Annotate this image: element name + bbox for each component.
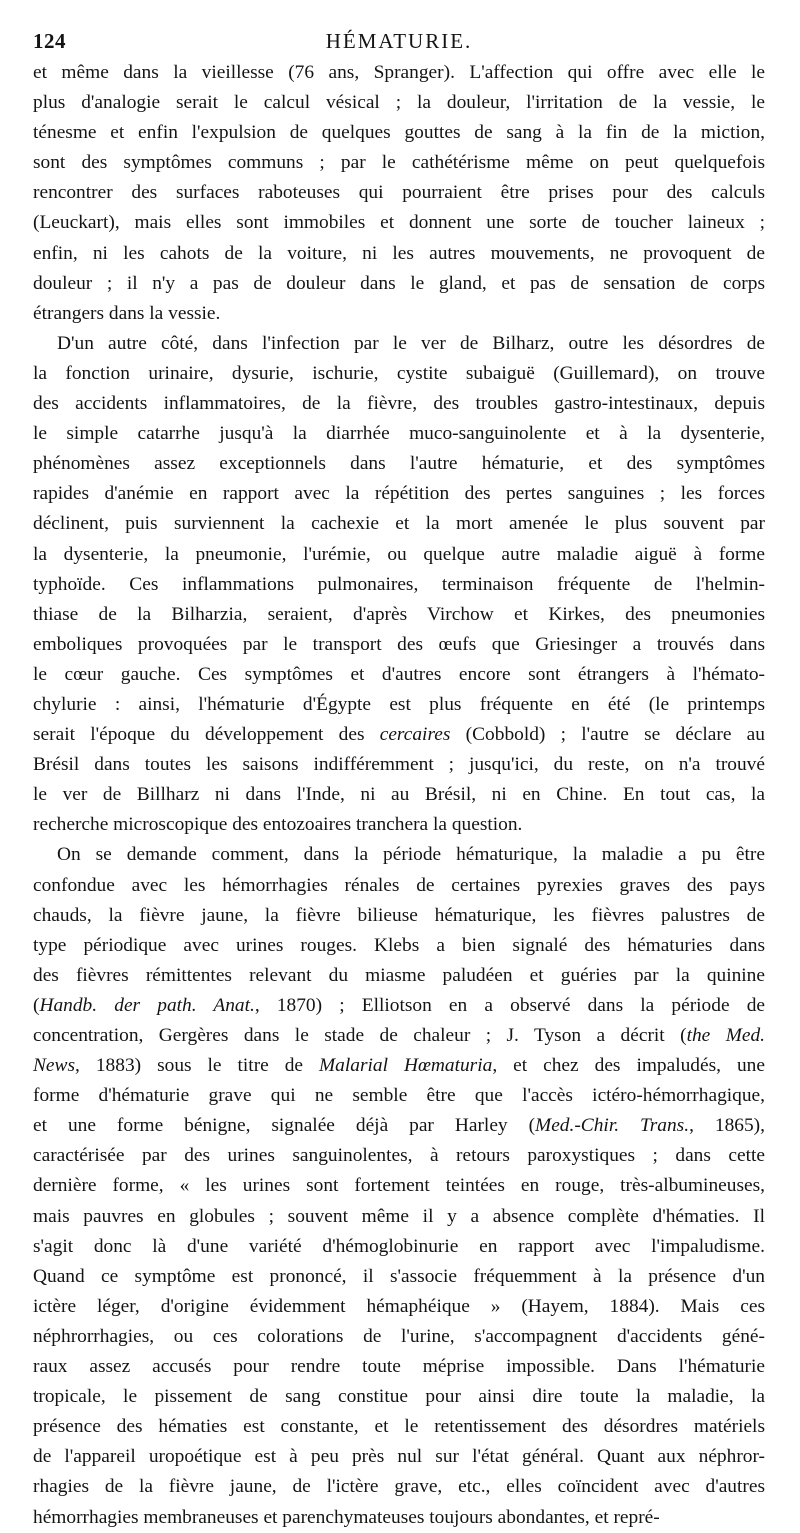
text-run: emboliques provoquées par le transport des œufs que Griesinger a trouvés dans [33,633,765,655]
text-run: sont des symptômes communs ; par le cathétérisme même on peut quelquefois [33,152,765,174]
text-line [33,1503,765,1533]
text-run: la dysenterie, la pneumonie, l'urémie, ou quelque autre maladie aiguë à forme [33,543,765,565]
text-run: , 1883) sous le titre de [75,1055,320,1077]
text-line [33,540,765,570]
text-run: phénomènes assez exceptionnels dans l'autre hématurie, et des symptômes [33,453,765,475]
text-line [33,1412,765,1442]
text-run: de l'appareil uropoétique est à peu près nul sur l'état général. Quant aux néphror- [33,1446,765,1468]
text-run: raux assez accusés pour rendre toute méprise impossible. Dans l'hématurie [33,1356,765,1378]
text-run: Brésil dans toutes les saisons indifféremment ; jusqu'ici, du reste, on n'a trouvé [33,754,765,776]
text-run: rencontrer des surfaces raboteuses qui pourraient être prises pour des calculs [33,182,765,204]
text-line [33,600,765,630]
text-run: des accidents inflammatoires, de la fièvre, des troubles gastro-intestinaux, depuis [33,393,765,415]
text-run: chylurie : ainsi, l'hématurie d'Égypte est plus fréquente en été (le printemps [33,693,765,715]
text-run: recherche microscopique des entozoaires tranchera la question. [33,814,523,836]
text-run: hémorrhagies membraneuses et parenchymateuses toujours abondantes, et repré- [33,1506,660,1528]
text-run: typhoïde. Ces inflammations pulmonaires, terminaison fréquente de l'helmin- [33,573,765,595]
text-line [33,1352,765,1382]
text-line [33,660,765,690]
text-run: présence des hématies est constante, et le retentissement des désordres matériels [33,1416,765,1438]
text-line [33,720,765,750]
text-run: enfin, ni les cahots de la voiture, ni les autres mouvements, ne provoquent de [33,242,765,264]
text-line [33,1292,765,1322]
text-run: rapides d'anémie en rapport avec la répétition des pertes sanguines ; les forces [33,483,765,505]
text-run: tropicale, le pissement de sang constitue pour ainsi dire toute la maladie, la [33,1386,765,1408]
text-run: et même dans la vieillesse (76 ans, Spranger). L'affection qui offre avec elle le [33,62,765,83]
italic-text: Med.-Chir. Trans. [535,1115,690,1137]
text-run: caractérisée par des urines sanguinolentes, à retours paroxystiques ; dans cette [33,1145,765,1167]
text-line [33,1081,765,1111]
text-run: le ver de Billharz ni dans l'Inde, ni au Brésil, ni en Chine. En tout cas, la [33,784,765,806]
text-run: plus d'analogie serait le calcul vésical ; la douleur, l'irritation de la vessie, le [33,92,765,114]
text-line [33,810,765,840]
text-line [33,419,765,449]
text-line [33,269,765,299]
running-header [33,26,765,56]
text-run: (Cobbold) ; l'autre se déclare au [450,724,765,746]
text-line [33,449,765,479]
text-line [33,118,765,148]
page-number: 124 [33,29,66,53]
running-title: HÉMATURIE. [325,29,473,53]
text-line [33,1382,765,1412]
paragraph [33,329,765,841]
text-line [33,1051,765,1081]
text-run: type périodique avec urines rouges. Klebs a bien signalé des hématuries dans [33,934,765,956]
text-run: serait l'époque du développement des [33,724,380,746]
text-run: s'agit donc là d'une variété d'hémoglobinurie en rapport avec l'impaludisme. [33,1235,765,1257]
text-run: étrangers dans la vessie. [33,302,221,324]
text-run: D'un autre côté, dans l'infection par le ver de Bilharz, outre les désordres de [57,332,765,354]
text-run: ( [33,994,40,1016]
paragraph [33,58,765,329]
text-line [33,931,765,961]
text-line [33,690,765,720]
text-line [33,991,765,1021]
paragraph [33,840,765,1532]
text-line [33,479,765,509]
text-line [33,630,765,660]
text-line [33,901,765,931]
text-line [33,570,765,600]
text-line [33,1262,765,1292]
text-line [33,389,765,419]
text-run: Quand ce symptôme est prononcé, il s'associe fréquemment à la présence d'un [33,1265,765,1287]
text-line [33,148,765,178]
text-run: rhagies de la fièvre jaune, de l'ictère grave, etc., elles coïncident avec d'autres [33,1476,765,1498]
text-line [33,1141,765,1171]
book-page [33,26,765,1533]
text-line [33,58,765,88]
text-line [33,840,765,870]
italic-text: the Med. [686,1025,765,1046]
text-line [33,208,765,238]
text-line [33,1202,765,1232]
text-run: chauds, la fièvre jaune, la fièvre bilieuse hématurique, les fièvres palustres de [33,904,765,926]
text-line [33,871,765,901]
text-line [33,1111,765,1141]
text-run: le cœur gauche. Ces symptômes et d'autres encore sont étrangers à l'hémato- [33,663,765,685]
text-run: (Leuckart), mais elles sont immobiles et donnent une sorte de toucher laineux ; [33,212,765,234]
text-line [33,359,765,389]
text-line [33,239,765,269]
text-run: mais pauvres en globules ; souvent même il y a absence complète d'hématies. Il [33,1205,765,1227]
text-run: et une forme bénigne, signalée déjà par Harley ( [33,1115,536,1137]
text-line [33,1232,765,1262]
text-run: , et chez des impaludés, une [492,1055,765,1077]
text-run: , 1865), [689,1115,765,1137]
text-line [33,509,765,539]
text-run: douleur ; il n'y a pas de douleur dans le gland, et pas de sensation de corps [33,272,765,294]
text-run: la fonction urinaire, dysurie, ischurie, cystite subaiguë (Guillemard), on trouve [33,362,765,384]
italic-text: Handb. der path. Anat. [39,994,255,1016]
body-text [33,58,765,1533]
text-run: On se demande comment, dans la période hématurique, la maladie a pu être [57,844,765,866]
text-line [33,750,765,780]
text-run: forme d'hématurie grave qui ne semble être que l'accès ictéro-hémorrhagique, [33,1085,765,1107]
text-run: thiase de la Bilharzia, seraient, d'après Virchow et Kirkes, des pneumonies [33,603,765,625]
text-run: confondue avec les hémorrhagies rénales de certaines pyrexies graves des pays [33,874,765,896]
text-line [33,961,765,991]
text-run: ténesme et enfin l'expulsion de quelques gouttes de sang à la fin de la miction, [33,122,765,144]
text-line [33,1442,765,1472]
text-line [33,1322,765,1352]
text-run: dernière forme, « les urines sont fortement teintées en rouge, très-albumineuses, [33,1175,765,1197]
text-line [33,1472,765,1502]
text-run: néphrorrhagies, ou ces colorations de l'urine, s'accompagnent d'accidents géné- [33,1325,765,1347]
text-line [33,88,765,118]
italic-text: cercaires [379,724,451,746]
text-line [33,780,765,810]
text-run: ictère léger, d'origine évidemment hémaphéique » (Hayem, 1884). Mais ces [33,1295,765,1317]
text-line [33,299,765,329]
text-line [33,329,765,359]
italic-text: Malarial Hœmaturia [319,1055,493,1077]
italic-text: News [33,1055,76,1077]
text-run: déclinent, puis surviennent la cachexie et la mort amenée le plus souvent par [33,513,765,535]
text-run: des fièvres rémittentes relevant du miasme paludéen et guéries par la quinine [33,964,765,986]
text-line [33,1171,765,1201]
text-line [33,178,765,208]
text-run: concentration, Gergères dans le stade de chaleur ; J. Tyson a décrit ( [33,1025,687,1046]
text-run: , 1870) ; Elliotson en a observé dans la période de [254,994,766,1016]
text-line [33,1021,765,1051]
text-run: le simple catarrhe jusqu'à la diarrhée muco-sanguinolente et à la dysenterie, [33,423,765,445]
